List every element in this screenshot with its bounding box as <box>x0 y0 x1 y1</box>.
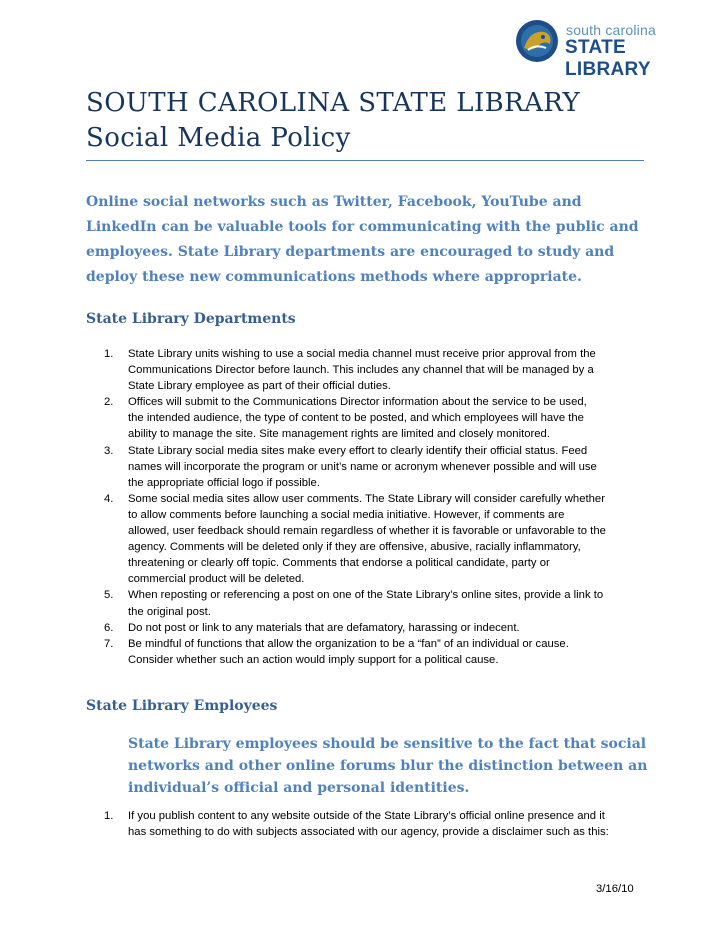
title-line-2: Social Media Policy <box>86 123 351 153</box>
employees-callout <box>128 733 648 799</box>
list-item-text: has something to do with subjects associated with our agency, provide a disclaimer such as this: <box>128 826 609 839</box>
state-library-logo <box>514 18 694 80</box>
list-item-text: State Library employee as part of their official duties. <box>128 380 391 393</box>
list-item-text: Consider whether such an action would imply support for a political cause. <box>128 653 499 666</box>
list-item-text: commercial product will be deleted. <box>128 573 305 586</box>
list-item <box>104 443 664 491</box>
list-item-text: Do not post or link to any materials that are defamatory, harassing or indecent. <box>128 621 520 634</box>
list-item-number: 6. <box>104 621 114 634</box>
document-title <box>86 86 646 156</box>
list-item-text: Some social media sites allow user comments. The State Library will consider carefully whether <box>128 492 605 505</box>
list-item-text: allowed, user feedback should remain regardless of whether it is favorable or unfavorable to the <box>128 525 606 538</box>
list-item-number: 2. <box>104 396 114 409</box>
intro-paragraph <box>86 190 646 290</box>
employees-heading: State Library Employees <box>86 698 278 714</box>
title-line-1: SOUTH CAROLINA STATE LIBRARY <box>86 88 581 118</box>
list-item-text: When reposting or referencing a post on one of the State Library’s online sites, provide a link to <box>128 589 604 602</box>
callout-line: networks and other online forums blur the distinction between an <box>128 758 648 774</box>
list-item <box>104 394 664 442</box>
list-item <box>104 346 664 394</box>
list-item-text: agency. Comments will be deleted only if they are offensive, abusive, racially inflammatory, <box>128 541 581 554</box>
list-item-text: threatening or clearly off topic. Comments that endorse a political candidate, party or <box>128 557 550 570</box>
list-item-text: names will incorporate the program or unit’s name or acronym whenever possible and will use <box>128 460 597 473</box>
list-item-number: 5. <box>104 589 114 602</box>
list-item <box>104 636 664 668</box>
list-item-text: State Library units wishing to use a social media channel must receive prior approval from the <box>128 348 596 360</box>
list-item <box>104 620 664 636</box>
list-item-text: Be mindful of functions that allow the organization to be a “fan” of an individual or cause. <box>128 637 569 650</box>
intro-line: deploy these new communications methods where appropriate. <box>86 269 582 285</box>
list-item-number: 1. <box>104 810 114 822</box>
list-item-text: ability to manage the site. Site management rights are limited and closely monitored. <box>128 428 550 441</box>
list-item-text: If you publish content to any website outside of the State Library’s official online presence and it <box>128 810 605 822</box>
list-item-text: the appropriate official logo if possible. <box>128 476 320 489</box>
list-item-text: Communications Director before launch. This includes any channel that will be managed by a <box>128 364 594 377</box>
intro-line: LinkedIn can be valuable tools for communicating with the public and <box>86 219 639 235</box>
departments-heading: State Library Departments <box>86 311 296 327</box>
list-item <box>104 808 664 840</box>
list-item-text: Offices will submit to the Communications Director information about the service to be used, <box>128 396 587 409</box>
callout-line: State Library employees should be sensitive to the fact that social <box>128 736 647 752</box>
list-item-text: the original post. <box>128 605 211 618</box>
intro-line: employees. State Library departments are encouraged to study and <box>86 244 615 260</box>
list-item-number: 1. <box>104 348 114 360</box>
list-item <box>104 587 664 619</box>
list-item <box>104 491 664 588</box>
employees-list <box>104 808 664 840</box>
logo-text-bottom: STATE LIBRARY <box>565 37 651 80</box>
list-item-text: the intended audience, the type of content to be posted, and which employees will have the <box>128 412 584 425</box>
list-item-text: State Library social media sites make every effort to clearly identify their official status. Feed <box>128 444 588 457</box>
departments-list <box>104 346 664 668</box>
document-date: 3/16/10 <box>596 883 634 895</box>
list-item-number: 4. <box>104 492 114 505</box>
title-divider <box>86 160 644 161</box>
list-item-number: 7. <box>104 637 114 650</box>
list-item-number: 3. <box>104 444 114 457</box>
list-item-text: to allow comments before launching a social media initiative. However, if comments are <box>128 508 565 521</box>
logo-text-top: south carolina <box>566 22 656 38</box>
callout-line: individual’s official and personal identities. <box>128 780 470 796</box>
intro-line: Online social networks such as Twitter, Facebook, YouTube and <box>86 194 582 210</box>
palmetto-emblem-icon <box>514 18 560 64</box>
